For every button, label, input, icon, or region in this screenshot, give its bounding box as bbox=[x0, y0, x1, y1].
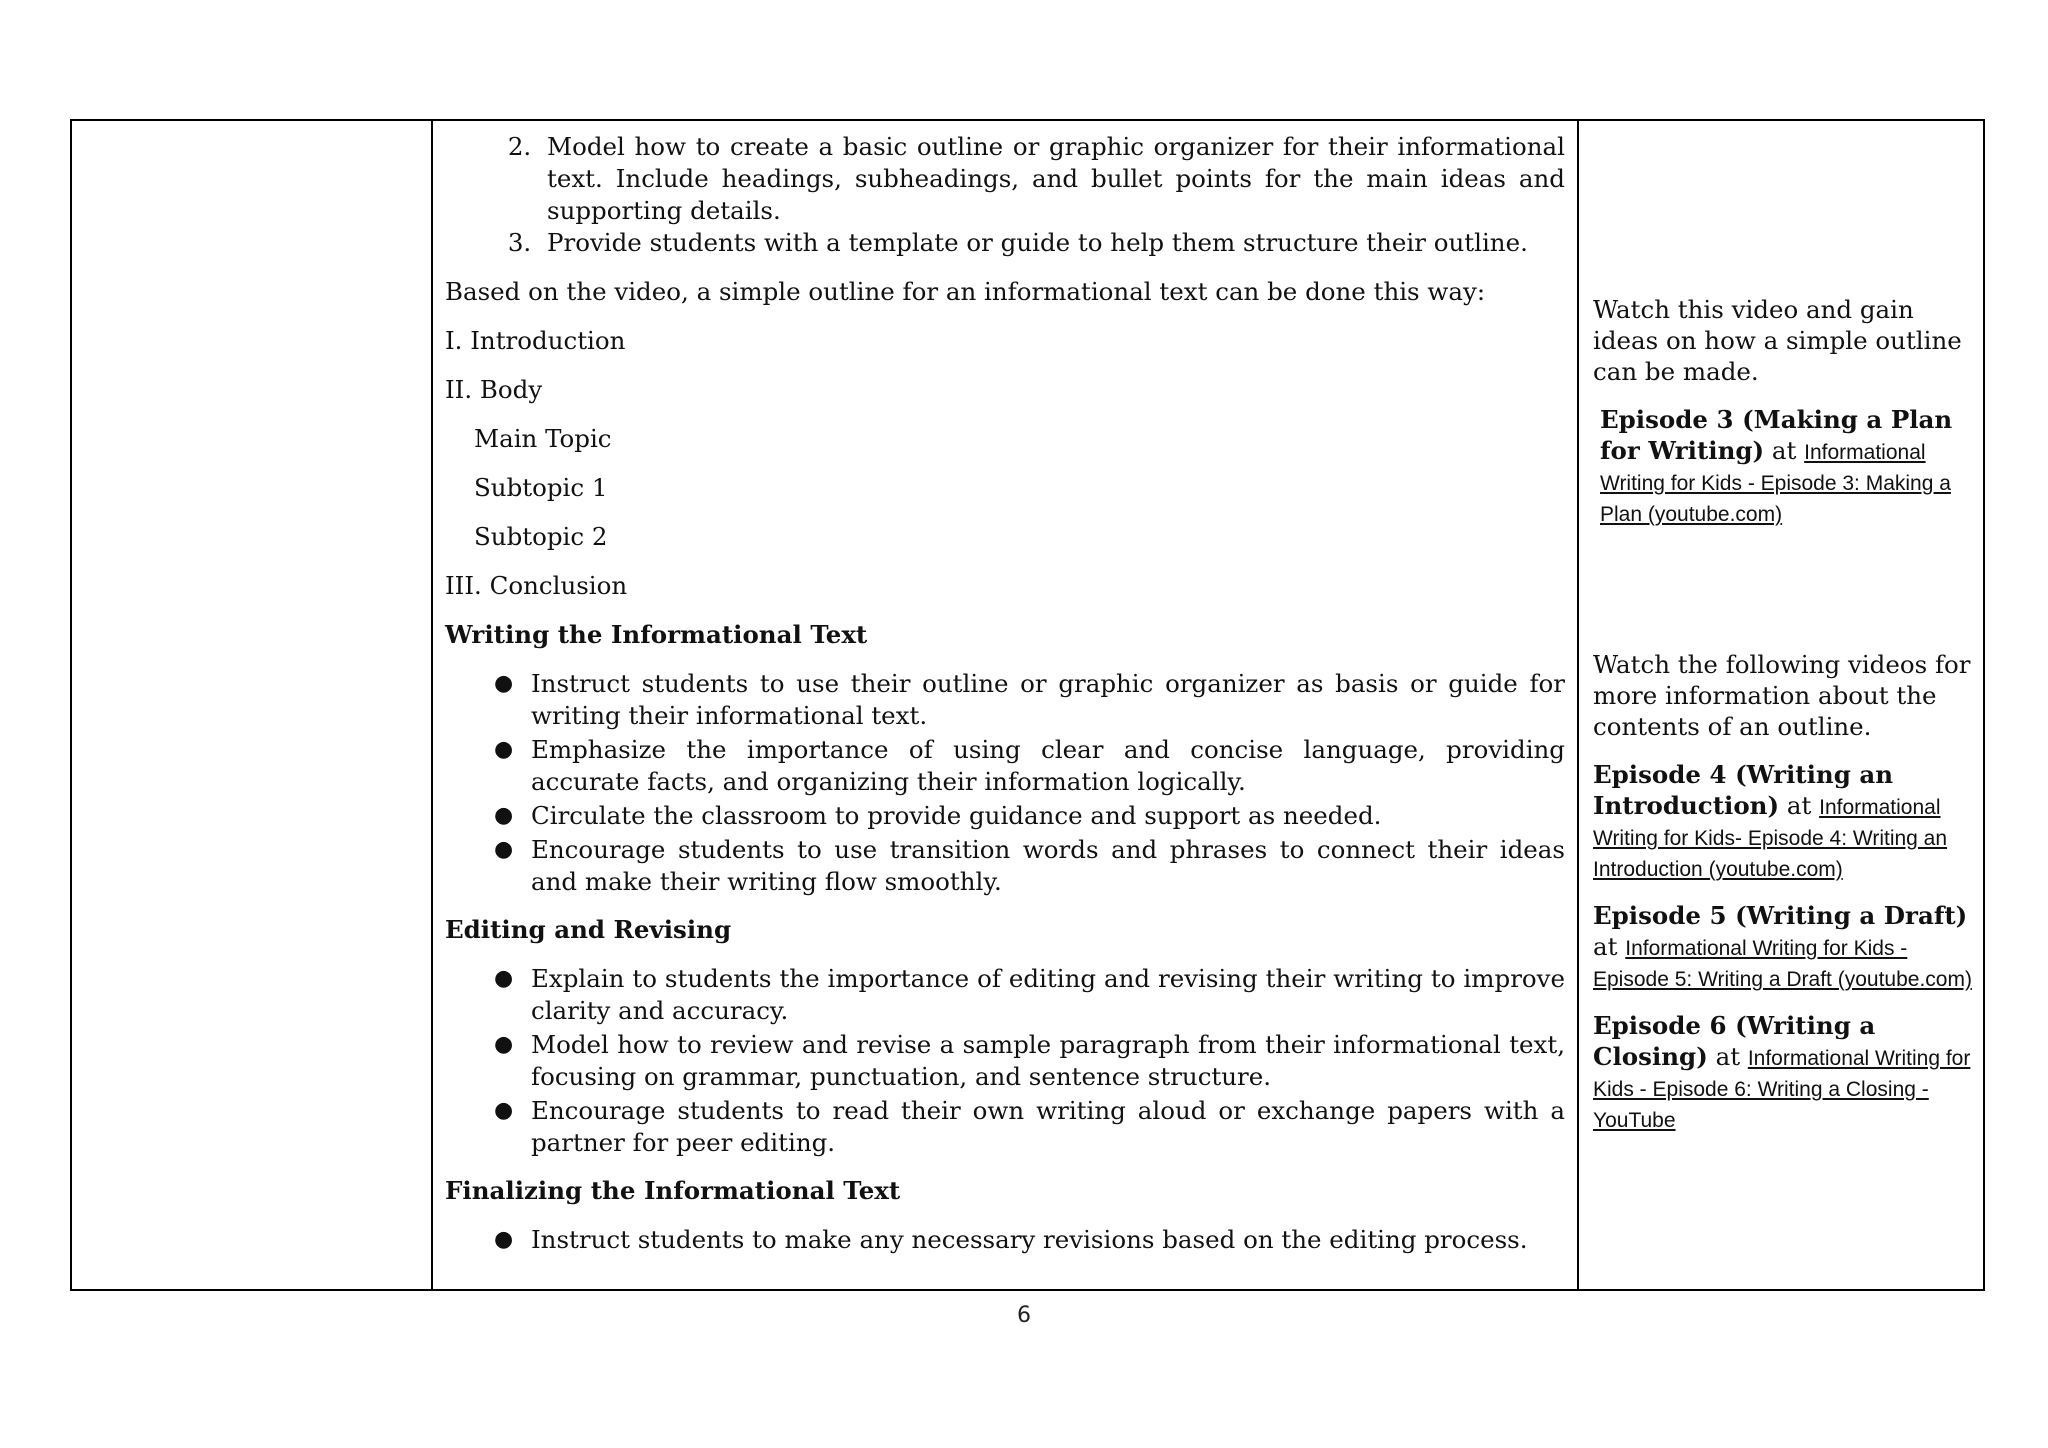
bullet-icon: ● bbox=[494, 1098, 514, 1123]
lesson-table bbox=[70, 119, 1985, 1291]
page-number: 6 bbox=[1017, 1303, 1031, 1328]
section-heading-writing: Writing the Informational Text bbox=[445, 620, 868, 649]
steps-list bbox=[445, 131, 1565, 259]
resource-block-2 bbox=[1593, 649, 1973, 1134]
resource-intro: Watch the following videos for more information about the contents of an outline. bbox=[1593, 650, 1971, 741]
resource-episode: Episode 3 (Making a Plan for Writing) at Informational Writing for Kids - Episode 3: Making a Plan (youtube.com) bbox=[1600, 405, 1953, 526]
video-link[interactable]: Informational Writing for Kids- Episode 4: Writing an Introduction (youtube.com) bbox=[1593, 796, 1948, 881]
list-item: ● Instruct students to use their outline or graphic organizer as basis or guide for writing their informational text. bbox=[494, 669, 1565, 730]
outline-subitem: Subtopic 1 bbox=[474, 473, 608, 502]
list-item: ● Model how to review and revise a sample paragraph from their informational text, focusing on grammar, punctuation, and sentence structure. bbox=[494, 1030, 1565, 1091]
outline-item: II. Body bbox=[445, 375, 543, 404]
outline-subitem: Subtopic 2 bbox=[474, 522, 608, 551]
list-item: ● Encourage students to use transition words and phrases to connect their ideas and make their writing flow smoothly. bbox=[494, 835, 1565, 896]
list-item: ● Encourage students to read their own writing aloud or exchange papers with a partner for peer editing. bbox=[494, 1096, 1565, 1157]
video-link[interactable]: Informational Writing for Kids - Episode 5: Writing a Draft (youtube.com) bbox=[1593, 937, 1972, 991]
section-heading-finalizing: Finalizing the Informational Text bbox=[445, 1176, 901, 1205]
writing-bullets bbox=[445, 668, 1565, 898]
list-item: ● Explain to students the importance of editing and revising their writing to improve clarity and accuracy. bbox=[494, 964, 1565, 1025]
bullet-icon: ● bbox=[494, 671, 514, 696]
bullet-icon: ● bbox=[494, 1227, 514, 1252]
resource-episode: Episode 6 (Writing a Closing) at Informational Writing for Kids - Episode 6: Writing a Closing - YouTube bbox=[1593, 1011, 1971, 1132]
outline-subitem: Main Topic bbox=[474, 424, 612, 453]
resource-episode: Episode 5 (Writing a Draft) at Informational Writing for Kids - Episode 5: Writing a Draft (youtube.com) bbox=[1593, 901, 1972, 991]
outline-intro: Based on the video, a simple outline for an informational text can be done this way: bbox=[445, 277, 1486, 306]
video-link[interactable]: Informational Writing for Kids - Episode 3: Making a Plan (youtube.com) bbox=[1600, 441, 1951, 526]
outline-item: I. Introduction bbox=[445, 326, 626, 355]
step-item: 2. Model how to create a basic outline or graphic organizer for their informational text. Include headings, subheadings, and bullet points for the main ideas and supporting details. bbox=[539, 131, 1565, 227]
bullet-icon: ● bbox=[494, 1032, 514, 1057]
resource-block-1 bbox=[1593, 294, 1973, 528]
table-column-procedure bbox=[433, 121, 1579, 1289]
list-item: ● Emphasize the importance of using clear and concise language, providing accurate facts, and organizing their information logically. bbox=[494, 735, 1565, 796]
list-item: ● Circulate the classroom to provide guidance and support as needed. bbox=[494, 801, 1382, 830]
editing-bullets bbox=[445, 963, 1565, 1159]
video-link[interactable]: Informational Writing for Kids - Episode 6: Writing a Closing - YouTube bbox=[1593, 1047, 1971, 1132]
finalizing-bullets bbox=[445, 1224, 1565, 1256]
bullet-icon: ● bbox=[494, 837, 514, 862]
resource-intro: Watch this video and gain ideas on how a simple outline can be made. bbox=[1593, 295, 1962, 386]
section-heading-editing: Editing and Revising bbox=[445, 915, 732, 944]
step-item: 3. Provide students with a template or guide to help them structure their outline. bbox=[539, 227, 1565, 259]
table-column-resources bbox=[1579, 121, 1983, 1289]
bullet-icon: ● bbox=[494, 737, 514, 762]
bullet-icon: ● bbox=[494, 803, 514, 828]
resource-episode: Episode 4 (Writing an Introduction) at Informational Writing for Kids- Episode 4: Writing an Introduction (youtube.com) bbox=[1593, 760, 1948, 881]
bullet-icon: ● bbox=[494, 966, 514, 991]
table-column-left bbox=[72, 121, 433, 1289]
outline-item: III. Conclusion bbox=[445, 571, 628, 600]
list-item: ● Instruct students to make any necessary revisions based on the editing process. bbox=[494, 1225, 1528, 1254]
